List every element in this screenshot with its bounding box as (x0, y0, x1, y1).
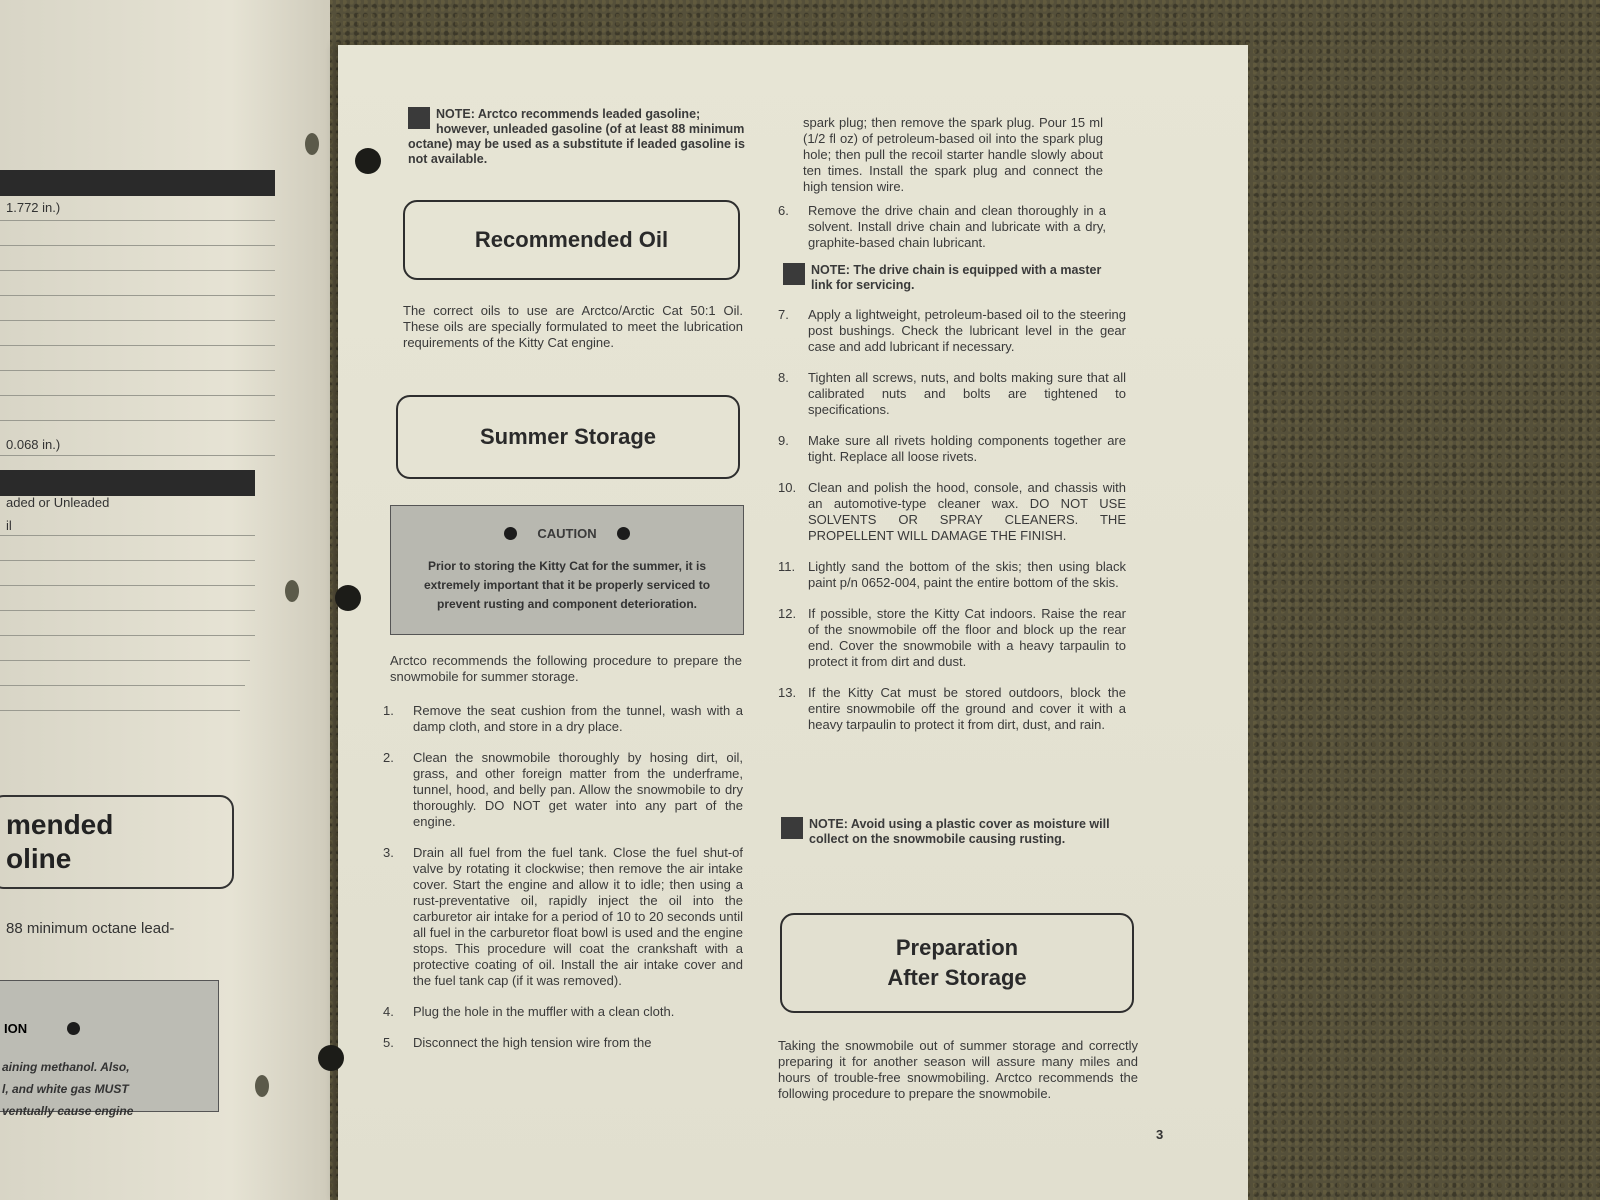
table-rule (0, 585, 255, 586)
step-text: Remove the drive chain and clean thoroughly in a solvent. Install drive chain and lubricate with a dry, graphite-based chain lubricant. (808, 203, 1106, 250)
heading-preparation-after-storage (780, 913, 1134, 1013)
oil-paragraph: The correct oils to use are Arctco/Arctic Cat 50:1 Oil. These oils are specially formulated to meet the lubrication requirements of the Kitty Cat engine. (403, 303, 743, 350)
table-rule (0, 270, 275, 271)
step-text: Apply a lightweight, petroleum-based oil to the steering post bushings. Check the lubricant level in the gear case and add lubricant if necessary. (808, 307, 1126, 354)
storage-step (778, 307, 1126, 355)
step-text: If possible, store the Kitty Cat indoors. Raise the rear of the snowmobile off the floor and block up the rear end. Cover the snowmobile with a heavy tarpaulin to protect it from dirt and dust. (808, 606, 1126, 669)
note-cover (781, 817, 1129, 847)
storage-step (383, 1004, 743, 1020)
spec-value-2: 0.068 in.) (6, 437, 61, 452)
table-rule (0, 660, 250, 661)
note-cover-text: NOTE: Avoid using a plastic cover as moisture will collect on the snowmobile causing rusting. (809, 817, 1110, 846)
caution-text: Prior to storing the Kitty Cat for the summer, it is extremely important that it be properly serviced to prevent rusting and component deterioration. (423, 559, 711, 611)
caution-dot-icon (617, 527, 630, 540)
table-rule (0, 685, 245, 686)
table-rule (0, 320, 275, 321)
left-caution-word: ION (4, 1021, 28, 1036)
left-caution-line-1: aining methanol. Also, (2, 1060, 130, 1074)
left-caution-line-2: l, and white gas MUST (2, 1082, 129, 1096)
step-number: 4. (383, 1004, 394, 1019)
note-square-icon (781, 817, 803, 839)
step-number: 12. (778, 606, 797, 621)
step-number: 5. (383, 1035, 394, 1050)
left-table-header-bar-2 (0, 470, 255, 496)
storage-step (778, 606, 1126, 670)
punch-hole-shadow (305, 133, 319, 155)
step-text: Lightly sand the bottom of the skis; then using black paint p/n 0652-004, paint the entire bottom of the skis. (808, 559, 1126, 590)
punch-hole (355, 148, 381, 174)
note-gasoline (408, 107, 748, 167)
note-gasoline-text: NOTE: Arctco recommends leaded gasoline; however, unleaded gasoline (of at least 88 minimum octane) may be used as a substitute if leaded gasoline is not available. (408, 107, 745, 166)
step-text: Clean and polish the hood, console, and chassis with an automotive-type cleaner wax. DO NOT USE SOLVENTS OR SPRAY CLEANERS. THE PROPELLENT WILL DAMAGE THE FINISH. (808, 480, 1126, 543)
step-number: 8. (778, 370, 789, 385)
step-number: 2. (383, 750, 394, 765)
step-text: Disconnect the high tension wire from the (413, 1035, 652, 1050)
step-text: Make sure all rivets holding components together are tight. Replace all loose rivets. (808, 433, 1126, 464)
storage-step (778, 370, 1126, 418)
left-heading-line-1: mended (6, 809, 114, 840)
step-number: 11. (778, 559, 796, 574)
left-table-header-bar (0, 170, 275, 196)
octane-text: 88 minimum octane lead- (6, 920, 175, 937)
storage-intro: Arctco recommends the following procedure to prepare the snowmobile for summer storage. (390, 653, 742, 684)
table-rule (0, 345, 275, 346)
step-number: 1. (383, 703, 394, 718)
caution-dot-icon (67, 1022, 80, 1035)
punch-hole (335, 585, 361, 611)
storage-step (778, 203, 1106, 251)
table-rule (0, 370, 275, 371)
step-text: Remove the seat cushion from the tunnel, wash with a damp cloth, and store in a dry place. (413, 703, 743, 734)
step-number: 6. (778, 203, 789, 218)
storage-step6 (778, 203, 1106, 266)
table-rule (0, 420, 275, 421)
heading-recommended-oil (403, 200, 740, 280)
left-caution-box (0, 980, 219, 1118)
prep-paragraph: Taking the snowmobile out of summer storage and correctly preparing it for another season will assure many miles and hours of trouble-free snowmobiling. Arctco recommends the following procedure to prepare the snowmobile. (778, 1038, 1138, 1101)
spec-value-1: 1.772 in.) (6, 200, 61, 215)
note-chain-text: NOTE: The drive chain is equipped with a master link for servicing. (811, 263, 1102, 292)
table-rule (0, 455, 275, 456)
storage-step (383, 845, 743, 989)
step-number: 7. (778, 307, 789, 322)
table-rule (0, 610, 255, 611)
storage-steps-left (383, 703, 743, 1066)
table-rule (0, 295, 275, 296)
heading-summer-storage (396, 395, 740, 479)
storage-step (778, 433, 1126, 465)
heading-prep-line-1: Preparation (895, 935, 1019, 960)
step-number: 13. (778, 685, 797, 700)
note-square-icon (408, 107, 430, 129)
punch-hole-shadow (255, 1075, 269, 1097)
page-number: 3 (1156, 1127, 1164, 1142)
left-caution-line-3: ventually cause engine (2, 1104, 134, 1118)
storage-steps-right (778, 307, 1126, 748)
step-number: 10. (778, 480, 797, 495)
storage-step (383, 750, 743, 830)
caution-title: CAUTION (537, 526, 597, 541)
table-rule (0, 535, 255, 536)
spec-value-3: aded or Unleaded (6, 495, 110, 510)
table-rule (0, 635, 255, 636)
step-text: If the Kitty Cat must be stored outdoors, block the entire snowmobile off the ground and cover it with a heavy tarpaulin to protect it from dirt, dust, and rain. (808, 685, 1126, 732)
note-square-icon (783, 263, 805, 285)
right-page (338, 45, 1248, 1200)
caution-dot-icon (504, 527, 517, 540)
note-chain (783, 263, 1105, 293)
caution-box (390, 505, 744, 635)
heading-prep-line-2: After Storage (887, 965, 1027, 990)
step-text: Clean the snowmobile thoroughly by hosing dirt, oil, grass, and other foreign matter from the underframe, tunnel, hood, and belly pan. Allow the snowmobile to dry thoroughly. DO NOT get water into any part of the engine. (413, 750, 743, 829)
table-rule (0, 710, 240, 711)
step-text: Drain all fuel from the fuel tank. Close the fuel shut-of valve by rotating it clockwise; then remove the air intake cover. Start the engine and allow it to idle; then using a rust-preventative oil, rapidly inject the oil into the carburetor air intake for a period of 10 to 20 seconds until all fuel in the carburetor float bowl is used and the engine stops. This procedure will coat the crankshaft with a protective coating of oil. Install the air intake cover and the fuel tank cap (if it was removed). (413, 845, 743, 988)
step-text: Tighten all screws, nuts, and bolts making sure that all calibrated nuts and bolts are tightened to specifications. (808, 370, 1126, 417)
step5-continued: spark plug; then remove the spark plug. Pour 15 ml (1/2 fl oz) of petroleum-based oil into the spark plug hole; then pull the recoil starter handle slowly about ten times. Install the spark plug and connect the high tension wire. (803, 115, 1103, 194)
step-text: Plug the hole in the muffler with a clean cloth. (413, 1004, 675, 1019)
left-page (0, 0, 330, 1200)
punch-hole (318, 1045, 344, 1071)
heading-summer-storage-text: Summer Storage (479, 424, 657, 449)
storage-step (778, 685, 1126, 733)
table-rule (0, 395, 275, 396)
storage-step (778, 559, 1126, 591)
table-rule (0, 220, 275, 221)
step-number: 3. (383, 845, 394, 860)
punch-hole-shadow (285, 580, 299, 602)
spec-value-4: il (6, 518, 12, 533)
left-heading-box (0, 795, 234, 889)
table-rule (0, 560, 255, 561)
storage-step (383, 703, 743, 735)
step-number: 9. (778, 433, 789, 448)
storage-step (383, 1035, 743, 1051)
left-heading-line-2: oline (6, 843, 72, 874)
storage-step (778, 480, 1126, 544)
table-rule (0, 245, 275, 246)
heading-recommended-oil-text: Recommended Oil (474, 227, 669, 252)
